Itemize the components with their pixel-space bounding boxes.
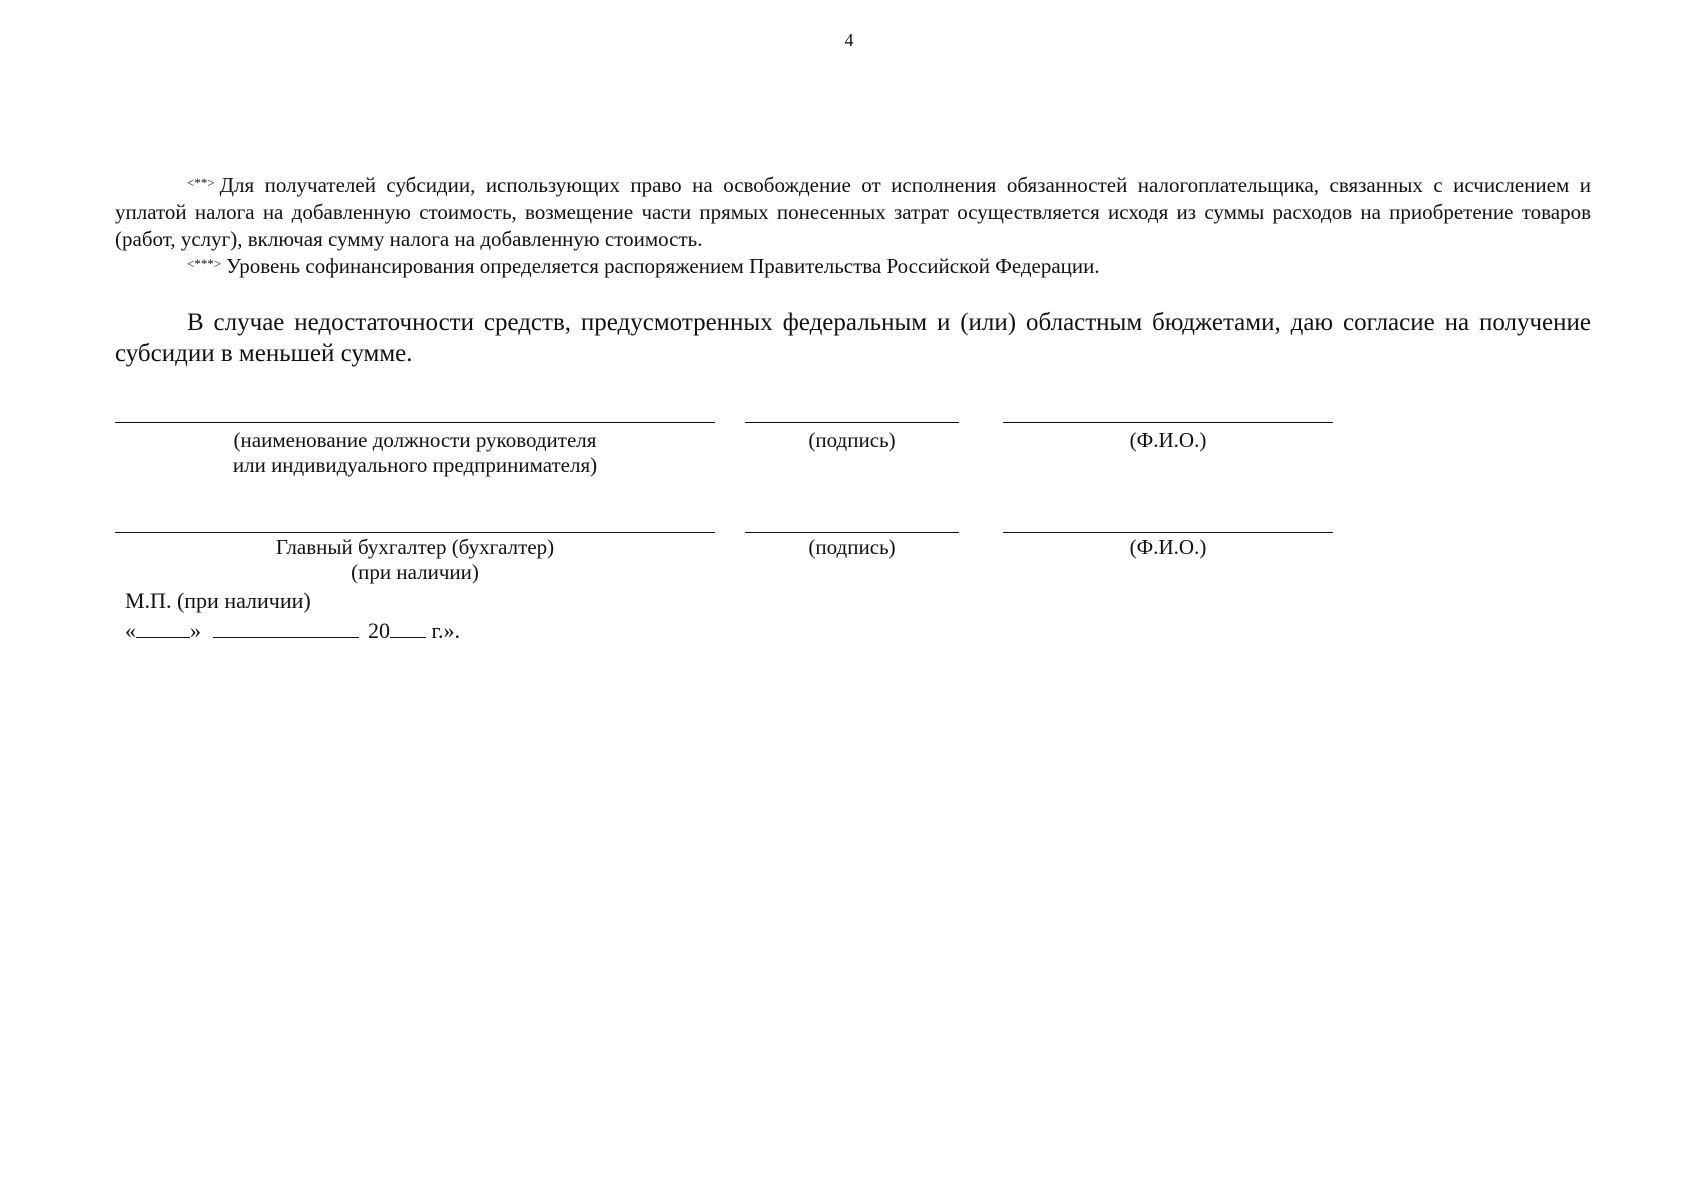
- stamp-label: М.П. (при наличии): [125, 588, 311, 613]
- date-suffix: г.».: [431, 618, 461, 643]
- position-caption-2-line2: (при наличии): [351, 560, 479, 584]
- footnote-3: [115, 253, 1591, 280]
- footnote-3-text: Уровень софинансирования определяется распоряжением Правительства Российской Федерации.: [226, 254, 1100, 278]
- date-line: [125, 617, 460, 644]
- month-blank: [213, 617, 359, 638]
- name-caption-1: (Ф.И.О.): [1129, 428, 1207, 452]
- signature-caption-2: (подпись): [808, 535, 896, 559]
- position-caption-1: [115, 428, 715, 478]
- position-caption-2-line1: Главный бухгалтер (бухгалтер): [275, 535, 555, 559]
- year-prefix: 20: [368, 618, 390, 643]
- signature-line-2: [745, 532, 959, 533]
- footnote-2: [115, 172, 1591, 253]
- day-blank: [136, 617, 190, 638]
- position-caption-1-line2: или индивидуального предпринимателя): [232, 453, 598, 477]
- name-caption-2: (Ф.И.О.): [1129, 535, 1207, 559]
- signature-line-1: [745, 422, 959, 423]
- footnotes: [115, 172, 1591, 280]
- position-caption-2: [115, 535, 715, 585]
- position-line-2: [115, 532, 715, 533]
- signature-caption-1: (подпись): [808, 428, 896, 452]
- consent-statement: [115, 307, 1591, 369]
- name-line-1: [1003, 422, 1333, 423]
- footnote-2-text: Для получателей субсидии, использующих право на освобождение от исполнения обязанностей налогоплательщика, связанных с исчислением и уплатой налога на добавленную стоимость, возмещение части прямых понесенных затрат осуществляется исходя из суммы расходов на приобретение товаров (работ, услуг), включая сумму налога на добавленную стоимость.: [115, 173, 1591, 251]
- year-blank: [390, 617, 426, 638]
- footnote-3-marker: <***>: [187, 256, 222, 271]
- position-line-1: [115, 422, 715, 423]
- date-open-quote: «: [125, 618, 136, 643]
- consent-text: В случае недостаточности средств, предусмотренных федеральным и (или) областным бюджетами, даю согласие на получение субсидии в меньшей сумме.: [115, 309, 1591, 367]
- date-close-quote: »: [190, 618, 201, 643]
- page-number: 4: [844, 30, 854, 50]
- position-caption-1-line1: (наименование должности руководителя: [233, 428, 597, 452]
- name-line-2: [1003, 532, 1333, 533]
- footnote-2-marker: <**>: [187, 175, 215, 190]
